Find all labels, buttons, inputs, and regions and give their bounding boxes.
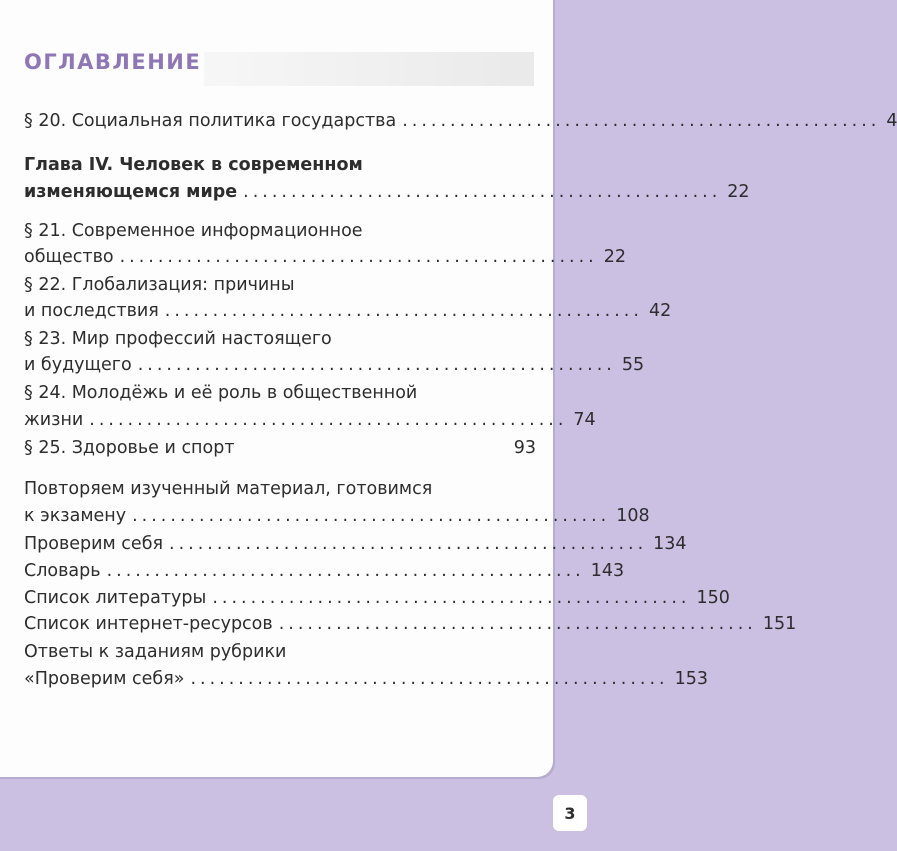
toc-entry-22-line1	[24, 274, 536, 296]
toc-entry-21[interactable]	[24, 246, 627, 268]
toc-review-line1	[24, 478, 536, 500]
leader-dots: ..................................................	[212, 588, 691, 608]
toc-entry-page: 4	[886, 111, 897, 131]
toc-entry-page: 151	[762, 614, 797, 634]
toc-self-check[interactable]	[24, 533, 687, 555]
toc-entry-23[interactable]	[24, 354, 645, 376]
toc-entry-label: к экзамену	[24, 506, 127, 526]
toc-entry-label: Словарь	[24, 561, 101, 581]
toc-entry-label: жизни	[24, 410, 84, 430]
toc-entry-21-line1	[24, 220, 536, 242]
toc-entry-line1: § 24. Молодёжь и её роль в общественной	[24, 383, 418, 403]
toc-entry-page: 153	[674, 669, 708, 689]
leader-dots: ..................................................	[119, 247, 598, 267]
toc-chapter-4-line1	[24, 154, 536, 176]
leader-dots: ..................................................	[278, 614, 757, 634]
toc-entry-label: общество	[24, 247, 114, 267]
toc-answers-line1	[24, 641, 536, 663]
leader-dots: ..................................................	[132, 506, 611, 526]
toc-heading: ОГЛАВЛЕНИЕ	[24, 50, 202, 74]
toc-entry-line1: § 22. Глобализация: причины	[24, 275, 295, 295]
toc-entry-line1: Ответы к заданиям рубрики	[24, 642, 287, 662]
toc-entry-line1: § 23. Мир профессий настоящего	[24, 329, 332, 349]
toc-answers[interactable]	[24, 668, 708, 690]
toc-entry-page: 74	[573, 410, 596, 430]
leader-dots: ..................................................	[137, 355, 616, 375]
toc-entry-label: Список интернет-ресурсов	[24, 614, 273, 634]
leader-dots: ..................................................	[106, 561, 585, 581]
leader-dots: ..................................................	[169, 534, 648, 554]
leader-dots: ..................................................	[89, 410, 568, 430]
toc-entry-page: 150	[696, 588, 730, 608]
toc-literature[interactable]	[24, 587, 730, 609]
toc-entry-label: § 25. Здоровье и спорт	[24, 438, 235, 458]
toc-entry-23-line1	[24, 328, 536, 350]
toc-entry-label: и последствия	[24, 301, 159, 321]
toc-entry-page: 93	[513, 438, 536, 458]
toc-entry-label: Список литературы	[24, 588, 207, 608]
toc-entry-label: «Проверим себя»	[24, 669, 185, 689]
toc-entry-line1: § 21. Современное информационное	[24, 221, 363, 241]
leader-dots	[241, 437, 508, 459]
leader-dots: ..................................................	[402, 111, 881, 131]
toc-entry-label: § 20. Социальная политика государства	[24, 111, 397, 131]
toc-entry-25[interactable]	[24, 437, 536, 459]
leader-dots: ..................................................	[243, 182, 722, 202]
toc-chapter-4[interactable]	[24, 181, 750, 203]
toc-entry-page: 134	[653, 534, 687, 554]
toc-entry-22[interactable]	[24, 300, 672, 322]
toc-entry-label: изменяющемся мире	[24, 182, 238, 202]
toc-entry-page: 108	[616, 506, 650, 526]
toc-glossary[interactable]	[24, 560, 625, 582]
leader-dots: ..................................................	[190, 669, 669, 689]
toc-entry-line1: Повторяем изученный материал, готовимся	[24, 479, 433, 499]
toc-internet-resources[interactable]	[24, 613, 797, 635]
toc-entry-page: 55	[621, 355, 645, 375]
toc-entry-page: 42	[648, 301, 672, 321]
toc-entry-line1: Глава IV. Человек в современном	[24, 155, 363, 175]
toc-entry-label: и будущего	[24, 355, 132, 375]
toc-entry-page: 143	[590, 561, 625, 581]
toc-entry-label: Проверим себя	[24, 534, 164, 554]
toc-entry-page: 22	[727, 182, 750, 202]
toc-entry-24[interactable]	[24, 409, 596, 431]
toc-entry-page: 22	[603, 247, 627, 267]
toc-entry-20[interactable]	[24, 110, 897, 132]
leader-dots: ..................................................	[164, 301, 643, 321]
toc-entry-24-line1	[24, 382, 536, 404]
page-number: 3	[553, 795, 587, 831]
toc-review[interactable]	[24, 505, 650, 527]
